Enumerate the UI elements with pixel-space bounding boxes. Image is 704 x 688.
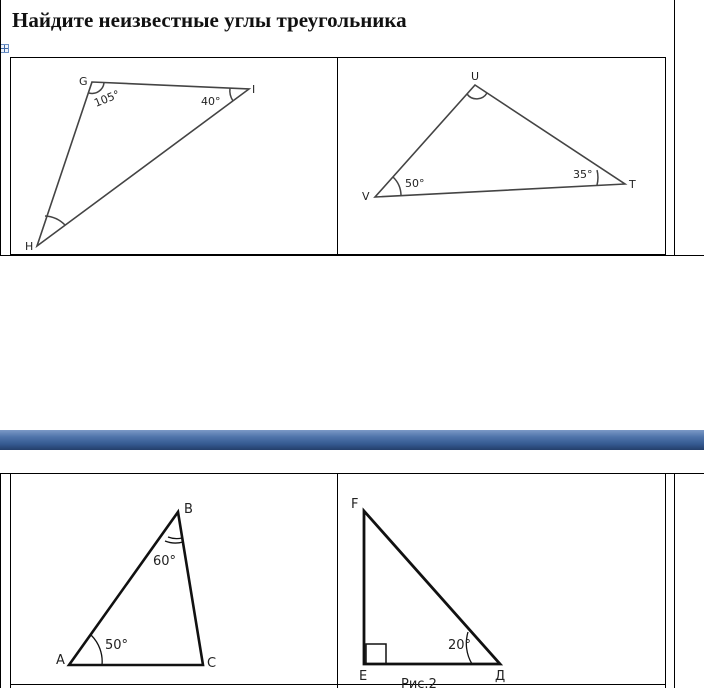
triangle-fed-figure	[337, 474, 665, 688]
vertex-label-e: E	[359, 669, 368, 684]
table-border-left	[0, 0, 1, 256]
table2-border-right	[674, 473, 675, 688]
angle-v-arc	[393, 177, 401, 195]
angle-label-20: 20°	[448, 638, 472, 653]
table-border-bottom	[0, 255, 704, 256]
angle-label-60: 60°	[153, 554, 177, 569]
vertex-label-i: I	[252, 83, 256, 96]
vertex-label-t: T	[629, 178, 636, 191]
vertex-label-g: G	[79, 75, 88, 88]
triangle-abc	[69, 512, 203, 665]
vertex-label-h: H	[25, 240, 34, 253]
angle-b-arc-inner	[168, 537, 182, 539]
angle-label-35: 35°	[573, 168, 593, 181]
vertex-label-c: C	[207, 656, 217, 671]
angle-label-50: 50°	[105, 638, 129, 653]
vertex-label-b: B	[184, 502, 193, 517]
section-divider	[0, 430, 704, 450]
angle-b-arc-outer	[165, 541, 183, 543]
right-angle-mark	[366, 644, 386, 664]
triangle-uvt-figure	[337, 57, 666, 255]
page-heading: Найдите неизвестные углы треугольника	[12, 8, 407, 32]
table-border-right	[674, 0, 675, 256]
figure-caption: Рис.2	[401, 677, 437, 688]
vertex-label-u: U	[471, 70, 480, 83]
angle-label-40: 40°	[201, 95, 221, 108]
table2-border-left	[0, 473, 1, 688]
table-move-handle-icon[interactable]	[0, 44, 9, 53]
angle-label-50: 50°	[405, 177, 425, 190]
angle-t-arc	[597, 170, 598, 185]
angle-label-105: 105°	[92, 87, 122, 110]
vertex-label-f: F	[351, 497, 359, 512]
angle-a-arc	[91, 635, 102, 665]
angle-i-arc	[230, 88, 233, 101]
table2-col-right	[665, 473, 666, 688]
angle-h-arc	[45, 216, 65, 225]
triangle-abc-figure	[10, 474, 337, 688]
vertex-label-d: Д	[495, 669, 506, 684]
angle-u-arc	[467, 93, 487, 99]
vertex-label-a: A	[56, 653, 65, 668]
triangle-ghi-figure	[10, 57, 338, 255]
vertex-label-v: V	[362, 190, 370, 203]
triangle-fed	[364, 511, 500, 664]
